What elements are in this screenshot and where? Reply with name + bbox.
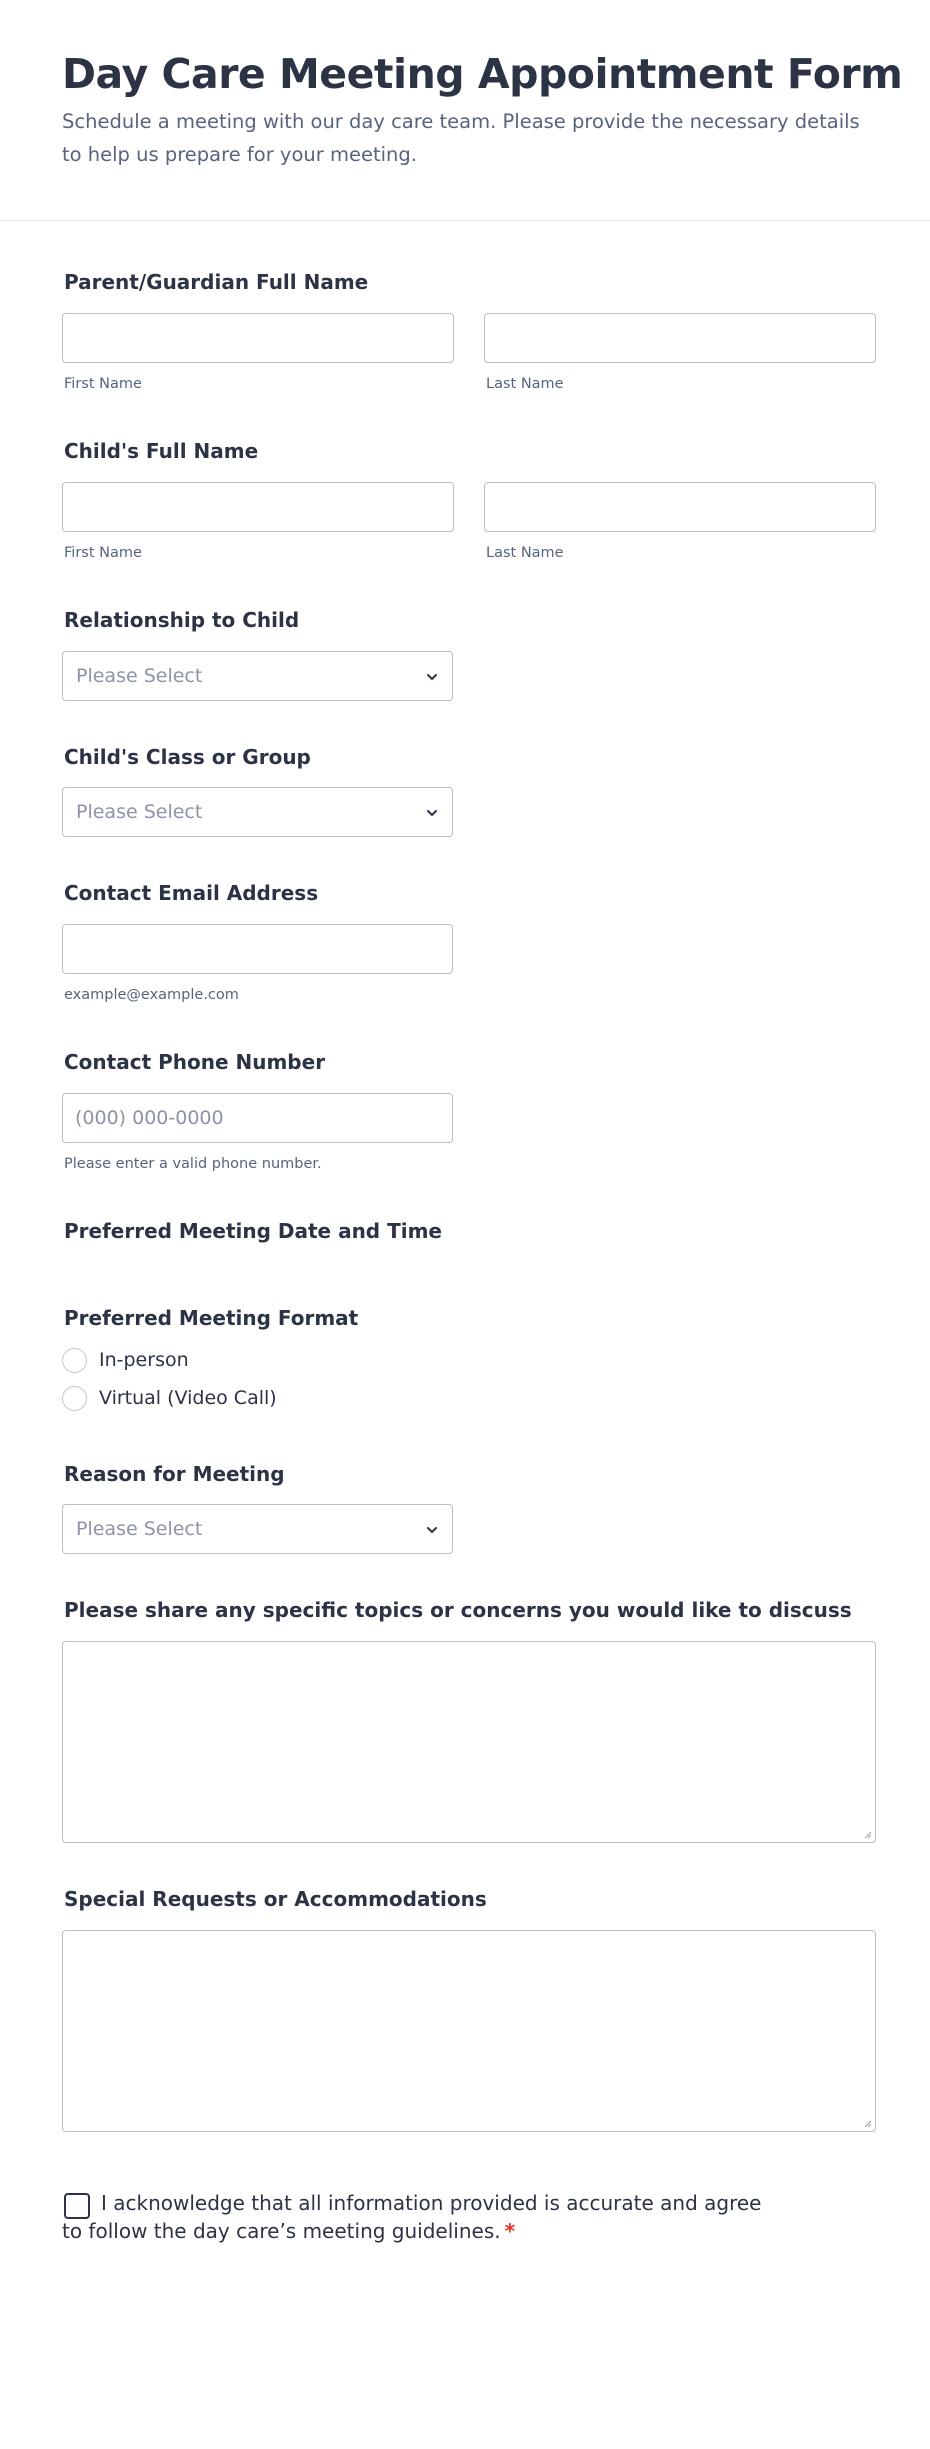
resize-grip-icon[interactable]: [862, 1829, 872, 1839]
child-class-label: Child's Class or Group: [64, 745, 311, 769]
topics-textarea[interactable]: [62, 1641, 876, 1843]
chevron-down-icon: [426, 1524, 438, 1536]
radio-option-label: In-person: [99, 1349, 189, 1371]
child-last-name-input[interactable]: [484, 482, 876, 532]
reason-label: Reason for Meeting: [64, 1462, 285, 1486]
acknowledgement-text: I acknowledge that all information provided is accurate and agree to follow the day care’s meeting guidelines.: [62, 2191, 762, 2243]
chevron-down-icon: [426, 671, 438, 683]
radio-option-label: Virtual (Video Call): [99, 1387, 277, 1409]
child-first-name-sublabel: First Name: [64, 545, 142, 561]
parent-last-name-input[interactable]: [484, 313, 876, 363]
radio-button[interactable]: [62, 1386, 87, 1411]
email-sublabel: example@example.com: [64, 987, 239, 1003]
child-first-name-input[interactable]: [62, 482, 454, 532]
special-requests-textarea[interactable]: [62, 1930, 876, 2132]
phone-sublabel: Please enter a valid phone number.: [64, 1156, 322, 1172]
acknowledgement-label: [62, 2189, 782, 2245]
child-class-select[interactable]: [62, 787, 453, 837]
reason-select[interactable]: [62, 1504, 453, 1554]
child-class-select-placeholder: Please Select: [76, 801, 203, 823]
form-subtitle: Schedule a meeting with our day care team. Please provide the necessary details to help us prepare for your meeting.: [62, 110, 860, 166]
parent-last-name-sublabel: Last Name: [486, 376, 564, 392]
relationship-select-placeholder: Please Select: [76, 665, 203, 687]
email-input[interactable]: [62, 924, 453, 974]
topics-label: Please share any specific topics or concerns you would like to discuss: [64, 1598, 852, 1622]
acknowledgement-checkbox[interactable]: [64, 2193, 90, 2219]
parent-first-name-input[interactable]: [62, 313, 454, 363]
relationship-select[interactable]: [62, 651, 453, 701]
phone-label: Contact Phone Number: [64, 1050, 326, 1074]
child-name-label: Child's Full Name: [64, 439, 259, 463]
chevron-down-icon: [426, 807, 438, 819]
phone-input[interactable]: [62, 1093, 453, 1143]
special-requests-label: Special Requests or Accommodations: [64, 1887, 487, 1911]
reason-select-placeholder: Please Select: [76, 1518, 203, 1540]
meeting-datetime-label: Preferred Meeting Date and Time: [64, 1219, 442, 1243]
form-title: Day Care Meeting Appointment Form: [62, 50, 903, 98]
required-asterisk: *: [504, 2219, 516, 2243]
radio-button[interactable]: [62, 1348, 87, 1373]
parent-name-label: Parent/Guardian Full Name: [64, 270, 369, 294]
relationship-label: Relationship to Child: [64, 608, 300, 632]
form-header: [0, 0, 930, 221]
child-last-name-sublabel: Last Name: [486, 545, 564, 561]
resize-grip-icon[interactable]: [862, 2118, 872, 2128]
email-label: Contact Email Address: [64, 881, 319, 905]
parent-first-name-sublabel: First Name: [64, 376, 142, 392]
meeting-format-label: Preferred Meeting Format: [64, 1306, 359, 1330]
